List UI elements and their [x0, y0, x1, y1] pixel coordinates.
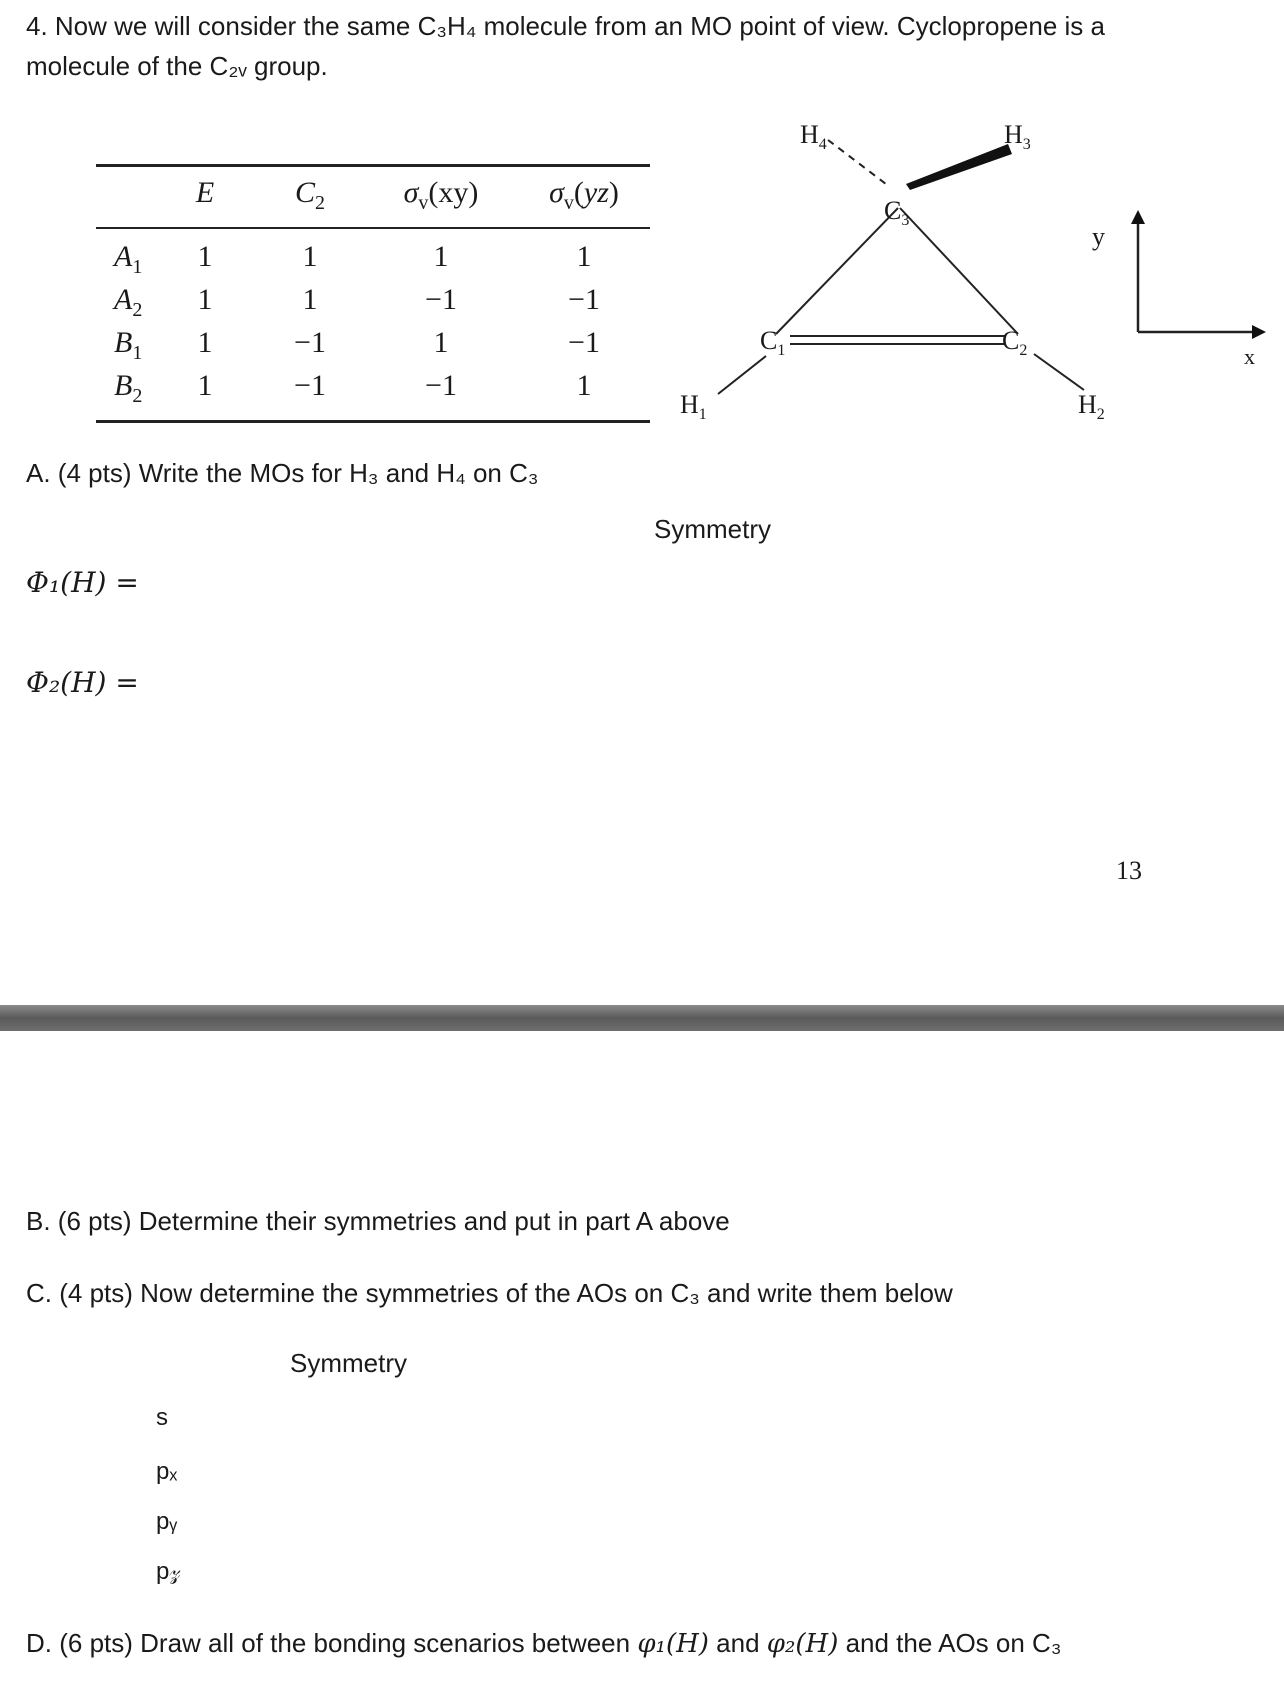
character-cell: 1 [576, 240, 592, 273]
character-cell: 1 [197, 326, 213, 359]
irrep-letter: B [114, 326, 133, 359]
ao-px: pₓ [156, 1458, 178, 1485]
intro-line-1: 4. Now we will consider the same C₃H₄ molecule from an MO point of view. Cyclopropene is a [26, 11, 1105, 41]
irrep-subscript: 1 [132, 342, 143, 364]
part-a-prompt: A. (4 pts) Write the MOs for H₃ and H₄ on C₃ [26, 458, 539, 488]
character-cell: −1 [425, 283, 457, 316]
question-intro [26, 6, 1156, 86]
irrep-subscript: 1 [132, 256, 143, 278]
irrep-subscript: 2 [132, 299, 143, 321]
part-d-phi2: φ₂(H) [766, 1629, 839, 1659]
irrep-subscript: 2 [132, 385, 143, 407]
ao-py: pᵧ [156, 1508, 178, 1535]
part-d-prompt [26, 1626, 1061, 1661]
h3-wedge-bond [906, 144, 1012, 190]
axis-label-x: x [1244, 344, 1255, 369]
irrep-letter: B [114, 369, 133, 402]
irrep-label [114, 283, 142, 322]
character-cell: 1 [576, 369, 592, 402]
character-cell: 1 [197, 369, 213, 402]
atom-label-c1: $C_1$ [760, 326, 786, 360]
character-cell: −1 [294, 326, 326, 359]
axis-label-y: y [1092, 222, 1105, 251]
atom-label-h4: $H_4$ [800, 120, 827, 154]
character-cell: −1 [425, 369, 457, 402]
page-divider [0, 1005, 1284, 1031]
table-top-rule [96, 164, 650, 167]
character-cell: −1 [568, 283, 600, 316]
part-c-symmetry-header: Symmetry [290, 1348, 407, 1378]
character-cell: 1 [302, 240, 318, 273]
header-c2: $C_2$ [294, 176, 325, 214]
part-d-suffix: and the AOs on C₃ [838, 1628, 1062, 1658]
part-d-prefix: D. (6 pts) Draw all of the bonding scenarios between [26, 1628, 638, 1658]
c3-c2-bond [900, 208, 1018, 334]
part-a-symmetry-header: Symmetry [654, 514, 771, 544]
atom-label-h2: $H_2$ [1078, 390, 1105, 424]
atom-label-h1: $H_1$ [680, 390, 707, 424]
y-axis-arrowhead [1131, 210, 1145, 224]
c2-h2-bond [1034, 354, 1084, 390]
character-cell: 1 [433, 326, 449, 359]
h4-dashed-bond [828, 140, 886, 184]
cyclopropene-diagram [660, 110, 1284, 430]
c1-h1-bond [718, 356, 766, 394]
character-cell: 1 [302, 283, 318, 316]
character-cell: 1 [197, 240, 213, 273]
part-b-prompt: B. (6 pts) Determine their symmetries and put in part A above [26, 1206, 730, 1236]
atom-label-h3: $H_3$ [1004, 120, 1031, 154]
header-e: E [195, 176, 215, 209]
intro-line-2: molecule of the C₂ᵥ group. [26, 51, 328, 81]
page-number: 13 [1116, 856, 1142, 885]
irrep-letter: A [114, 240, 133, 273]
header-sigma-yz: $\sigma_v(yz)$ [549, 176, 619, 214]
part-d-and: and [708, 1628, 767, 1658]
header-sigma-xy: $\sigma_v(xy)$ [403, 176, 479, 214]
irrep-label [114, 369, 142, 408]
character-table [96, 162, 650, 424]
table-header-rule [96, 227, 650, 229]
character-cell: −1 [568, 326, 600, 359]
character-cell: 1 [197, 283, 213, 316]
x-axis-arrowhead [1252, 325, 1266, 339]
character-cell: 1 [433, 240, 449, 273]
ao-s: s [156, 1404, 168, 1431]
c3-c1-bond [776, 208, 898, 334]
phi1-h-label: Φ₁(H) = [26, 566, 139, 599]
phi2-h-label: Φ₂(H) = [26, 666, 139, 699]
irrep-label [114, 326, 142, 365]
irrep-label [114, 240, 142, 279]
ao-pz: p𝓏 [156, 1558, 181, 1585]
table-bottom-rule [96, 420, 650, 423]
atom-label-c3: $C_3$ [884, 196, 910, 230]
part-c-prompt: C. (4 pts) Now determine the symmetries of the AOs on C₃ and write them below [26, 1278, 953, 1308]
character-cell: −1 [294, 369, 326, 402]
atom-label-c2: $C_2$ [1002, 326, 1028, 360]
irrep-letter: A [114, 283, 133, 316]
part-d-phi1: φ₁(H) [637, 1629, 709, 1659]
